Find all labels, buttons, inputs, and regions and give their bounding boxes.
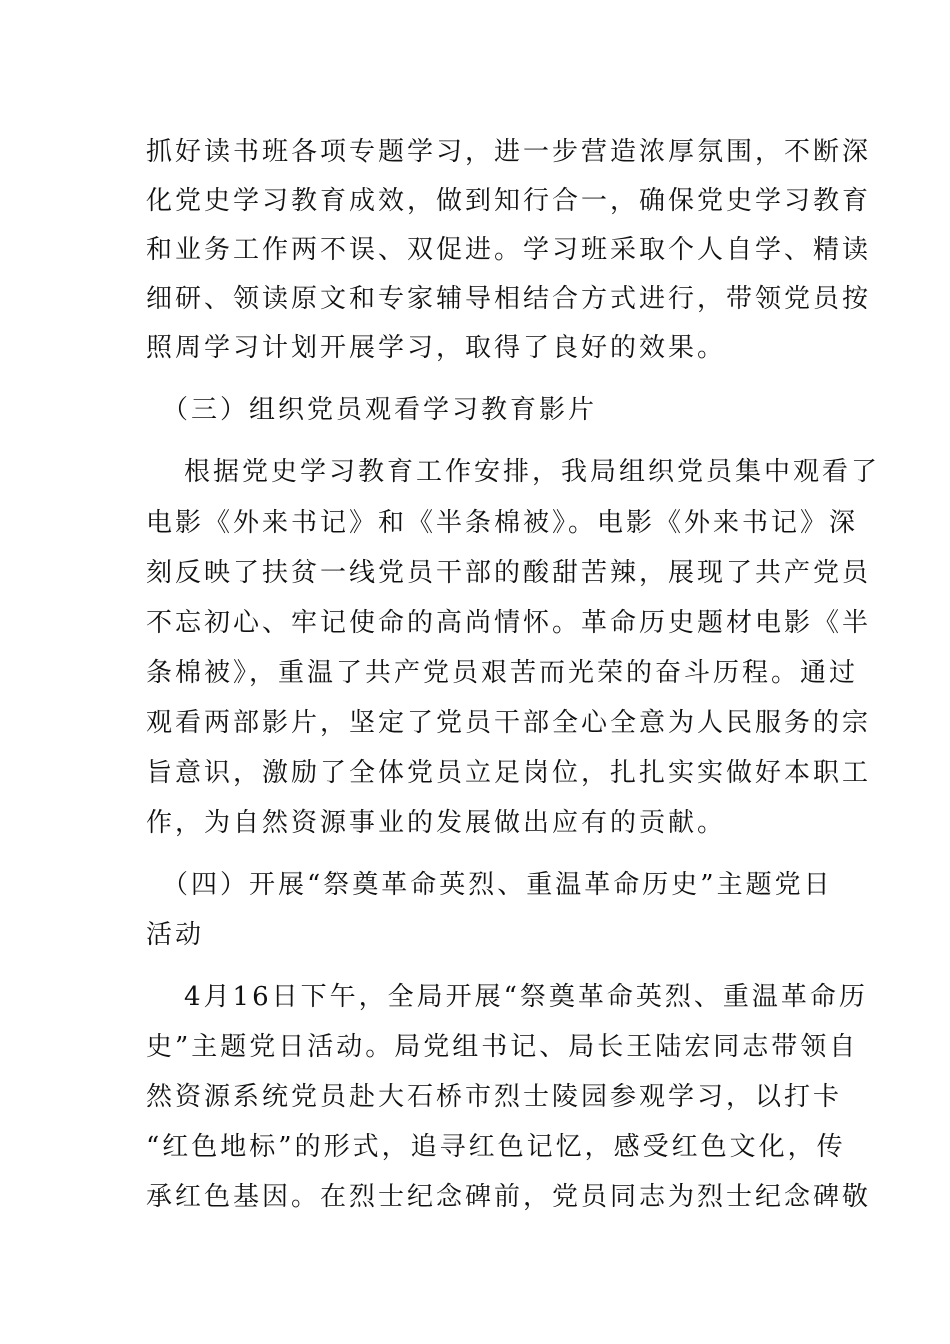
section-heading-4-line-2: 活动 — [146, 920, 205, 950]
paragraph-1-line-2: 化党史学习教育成效，做到知行合一，确保党史学习教育 — [146, 186, 872, 216]
paragraph-2-line-1: 根据党史学习教育工作安排，我局组织党员集中观看了 — [184, 457, 881, 487]
paragraph-3-line-2: 史”主题党日活动。局党组书记、局长王陆宏同志带领自 — [146, 1032, 859, 1062]
paragraph-1-line-3: 和业务工作两不误、双促进。学习班采取个人自学、精读 — [146, 235, 872, 265]
paragraph-1-line-5: 照周学习计划开展学习，取得了良好的效果。 — [146, 333, 727, 363]
paragraph-3-line-1: 4月16日下午，全局开展“祭奠革命英烈、重温革命历 — [184, 982, 868, 1012]
paragraph-1-line-4: 细研、领读原文和专家辅导相结合方式进行，带领党员按 — [146, 284, 872, 314]
paragraph-2-line-3: 刻反映了扶贫一线党员干部的酸甜苦辣，展现了共产党员 — [146, 558, 872, 588]
paragraph-3-line-3: 然资源系统党员赴大石桥市烈士陵园参观学习，以打卡 — [146, 1082, 843, 1112]
paragraph-2-line-2: 电影《外来书记》和《半条棉被》。电影《外来书记》深 — [146, 508, 859, 538]
section-heading-3: （三）组织党员观看学习教育影片 — [162, 395, 598, 425]
paragraph-2-line-6: 观看两部影片，坚定了党员干部全心全意为人民服务的宗 — [146, 708, 872, 738]
paragraph-2-line-4: 不忘初心、牢记使命的高尚情怀。革命历史题材电影《半 — [146, 608, 872, 638]
paragraph-2-line-7: 旨意识，激励了全体党员立足岗位，扎扎实实做好本职工 — [146, 758, 872, 788]
paragraph-1-line-1: 抓好读书班各项专题学习，进一步营造浓厚氛围，不断深 — [146, 137, 872, 167]
paragraph-2-line-8: 作，为自然资源事业的发展做出应有的贡献。 — [146, 808, 727, 838]
paragraph-3-line-4: “红色地标”的形式，追寻红色记忆，感受红色文化，传 — [146, 1132, 846, 1162]
paragraph-2-line-5: 条棉被》，重温了共产党员艰苦而光荣的奋斗历程。通过 — [146, 658, 859, 688]
section-heading-4-line-1: （四）开展“祭奠革命英烈、重温革命历史”主题党日 — [162, 870, 833, 900]
paragraph-3-line-5: 承红色基因。在烈士纪念碑前，党员同志为烈士纪念碑敬 — [146, 1182, 872, 1212]
